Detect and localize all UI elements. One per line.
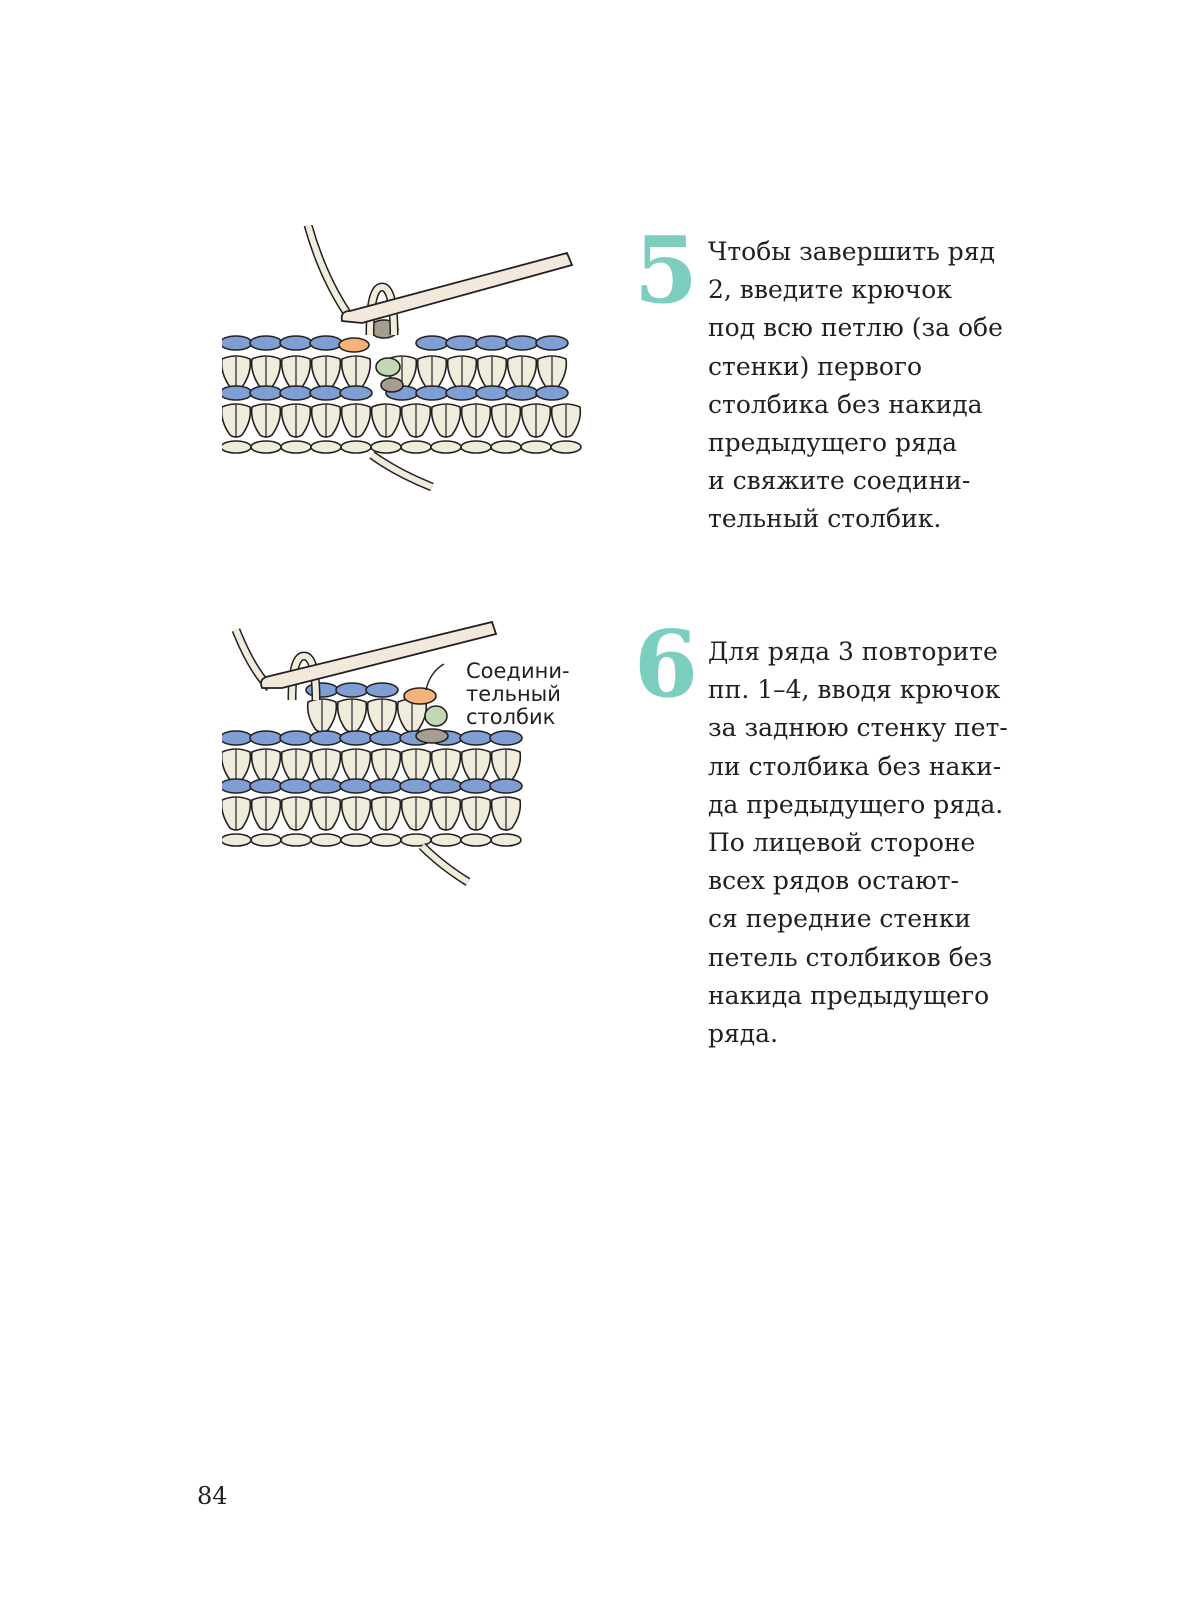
slip-stitch-callout [466,660,570,729]
callout-line: Соедини- [466,659,570,683]
step-5-text [708,233,1003,539]
text-line: ли столбика без наки- [708,751,1002,781]
text-line: 2, введите крючок [708,275,952,305]
text-line: ряда. [708,1018,779,1048]
page-number: 84 [197,1482,228,1510]
text-line: всех рядов остают- [708,866,959,896]
text-line: накида предыдущего [708,980,990,1010]
text-line: пп. 1–4, вводя крючок [708,675,1001,705]
text-line: столбика без накида [708,389,983,419]
text-line: предыдущего ряда [708,427,958,457]
step-5-number: 5 [634,216,699,324]
blue-row-2 [222,779,522,793]
text-line: и свяжите соедини- [708,466,971,496]
text-line: за заднюю стенку пет- [708,713,1008,743]
cream-row-b [222,797,520,830]
text-line: ся передние стенки [708,904,972,934]
text-line: под всю петлю (за обе [708,313,1003,343]
step-6-text [708,633,1008,1053]
text-line: петель столбиков без [708,942,993,972]
cream-row-2 [222,404,580,437]
text-line: По лицевой стороне [708,827,976,857]
foundation-chain [222,441,581,453]
cream-row-a [222,749,520,782]
step-6-number: 6 [634,610,699,718]
callout-line: тельный [466,682,561,706]
text-line: да предыдущего ряда. [708,789,1004,819]
top-blue-row [222,336,568,350]
text-line: Для ряда 3 повторите [708,637,998,666]
blue-row-1 [222,731,522,745]
callout-line: столбик [466,705,556,729]
text-line: стенки) первого [708,351,923,381]
text-line: Чтобы завершить ряд [708,237,995,266]
foundation-chain-b [222,834,521,846]
step-5-illustration [222,225,587,505]
text-line: тельный столбик. [708,504,942,534]
